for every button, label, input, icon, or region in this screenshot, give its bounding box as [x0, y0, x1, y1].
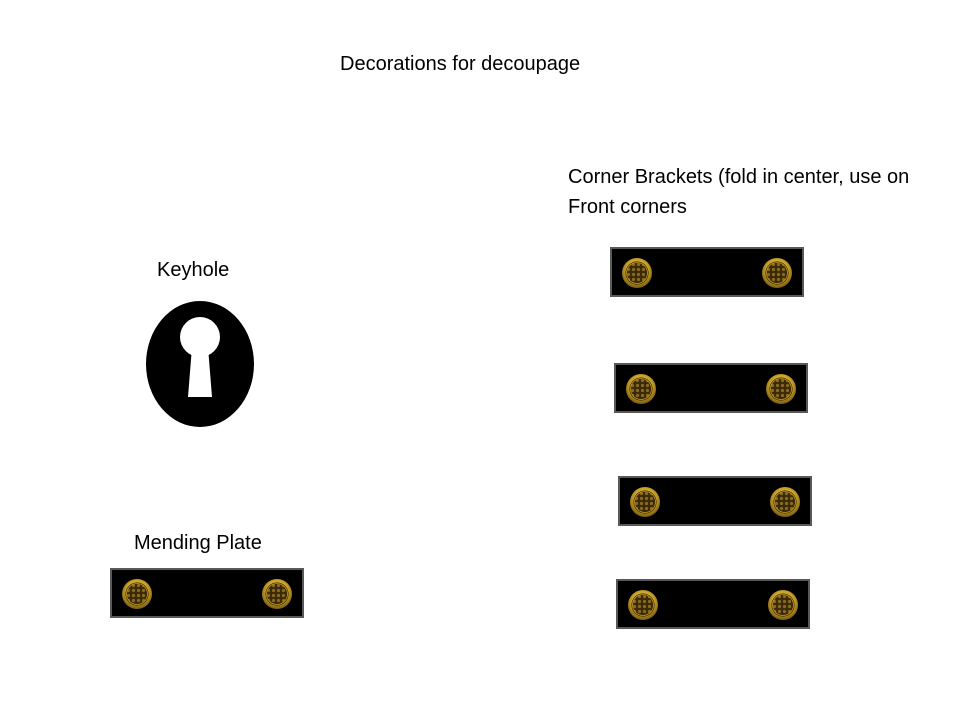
screw-icon	[621, 257, 653, 289]
keyhole-label: Keyhole	[157, 259, 230, 281]
corner-bracket-plate	[614, 363, 808, 413]
corner-brackets-label-line1: Corner Brackets (fold in center, use on	[568, 166, 910, 188]
corner-bracket-plate	[618, 476, 812, 526]
screw-icon	[769, 486, 801, 518]
screw-icon	[765, 373, 797, 405]
screw-icon	[627, 589, 659, 621]
screw-icon	[625, 373, 657, 405]
corner-brackets-label	[568, 162, 953, 222]
corner-bracket-plate	[610, 247, 804, 297]
corner-bracket-plate	[616, 579, 810, 629]
corner-brackets-label-line2: Front corners	[568, 196, 687, 218]
screw-icon	[629, 486, 661, 518]
keyhole-icon	[146, 301, 254, 427]
screw-icon	[767, 589, 799, 621]
mending-plate-label: Mending Plate	[134, 532, 262, 554]
mending-plate	[110, 568, 304, 618]
screw-icon	[761, 257, 793, 289]
page-title: Decorations for decoupage	[340, 53, 581, 75]
screw-icon	[261, 578, 293, 610]
screw-icon	[121, 578, 153, 610]
